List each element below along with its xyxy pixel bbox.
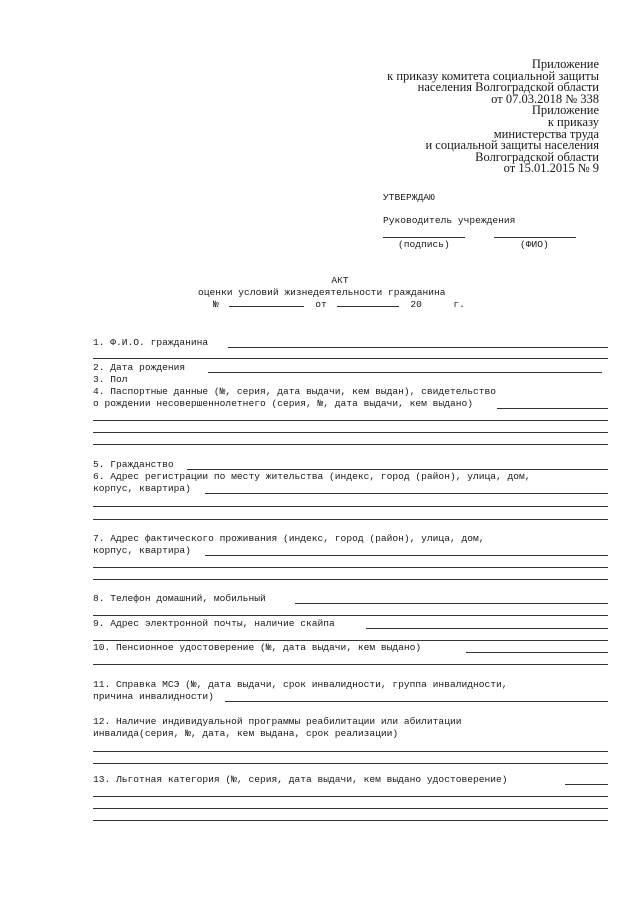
field-passport-line[interactable]: [497, 408, 608, 409]
field-phone-line[interactable]: [295, 603, 608, 604]
field-fio-line-extra[interactable]: [93, 358, 608, 359]
field-registration-label-1: 6. Адрес регистрации по месту жительства (индекс, город (район), улица, дом,: [93, 471, 531, 482]
approval-role: Руководитель учреждения: [383, 215, 516, 226]
field-mse-label-1: 11. Справка МСЭ (№, дата выдачи, срок инвалидности, группа инвалидности,: [93, 679, 508, 690]
field-citizenship-line[interactable]: [187, 469, 608, 470]
field-ipra-line-extra[interactable]: [93, 751, 608, 752]
header-line: Приложение: [531, 57, 599, 71]
field-residence-line[interactable]: [205, 555, 608, 556]
field-email-line-extra[interactable]: [93, 640, 608, 641]
name-caption: (ФИО): [520, 239, 549, 250]
field-benefit-line-extra[interactable]: [93, 796, 608, 797]
field-passport-label-2: о рождении несовершеннолетнего (серия, №, дата выдачи, кем выдано): [93, 398, 473, 409]
act-date-prefix: от: [315, 299, 327, 310]
header-line: и социальной защиты населения: [425, 138, 599, 153]
field-email-label: 9. Адрес электронной почты, наличие скайпа: [93, 618, 335, 629]
approval-title: УТВЕРЖДАЮ: [383, 192, 435, 203]
header-line: к приказу: [547, 114, 599, 129]
act-title: АКТ: [331, 275, 349, 286]
header-block: [300, 59, 599, 175]
field-ipra-label-2: инвалида(серия, №, дата, кем выдана, срок реализации): [93, 728, 399, 739]
act-number-prefix: №: [213, 299, 219, 310]
field-residence-label-2: корпус, квартира): [93, 545, 191, 556]
field-sex-label: 3. Пол: [93, 374, 128, 385]
field-benefit-line-extra[interactable]: [93, 808, 608, 809]
field-birthdate-line[interactable]: [208, 372, 602, 373]
field-pension-line-extra[interactable]: [93, 664, 608, 665]
header-line: от 07.03.2018 № 338: [491, 91, 599, 106]
header-line: Волгоградской области: [475, 149, 599, 164]
field-mse-label-2: причина инвалидности): [93, 691, 214, 702]
act-year-prefix: 20: [410, 299, 422, 310]
field-pension-label: 10. Пенсионное удостоверение (№, дата выдачи, кем выдано): [93, 642, 422, 653]
field-birthdate-label: 2. Дата рождения: [93, 362, 186, 373]
signature-line: [383, 237, 465, 238]
field-passport-line-extra[interactable]: [93, 432, 608, 433]
field-passport-line-extra[interactable]: [93, 444, 608, 445]
field-benefit-line-extra[interactable]: [93, 820, 608, 821]
act-subtitle: оценки условий жизнедеятельности гражданина: [198, 287, 446, 298]
header-line: от 15.01.2015 № 9: [503, 161, 599, 176]
field-pension-line[interactable]: [466, 652, 608, 653]
header-line: населения Волгоградской области: [417, 80, 599, 95]
field-ipra-label-1: 12. Наличие индивидуальной программы реабилитации или абилитации: [93, 716, 462, 727]
header-line: министерства труда: [493, 126, 599, 141]
field-mse-line[interactable]: [225, 701, 608, 702]
header-line: к приказу комитета социальной защиты: [387, 68, 599, 83]
field-residence-label-1: 7. Адрес фактического проживания (индекс, город (район), улица, дом,: [93, 533, 485, 544]
field-benefit-line[interactable]: [565, 784, 608, 785]
field-passport-label-1: 4. Паспортные данные (№, серия, дата выдачи, кем выдан), свидетельство: [93, 386, 497, 397]
field-residence-line-extra[interactable]: [93, 567, 608, 568]
field-phone-line-extra[interactable]: [93, 615, 608, 616]
field-passport-line-extra[interactable]: [93, 420, 608, 421]
field-registration-label-2: корпус, квартира): [93, 483, 191, 494]
signature-caption: (подпись): [398, 239, 450, 250]
header-line: Приложение: [531, 103, 599, 118]
field-registration-line-extra[interactable]: [93, 506, 608, 507]
field-fio-line[interactable]: [228, 347, 608, 348]
field-registration-line[interactable]: [205, 493, 608, 494]
name-line: [494, 237, 576, 238]
field-residence-line-extra[interactable]: [93, 579, 608, 580]
field-ipra-line-extra[interactable]: [93, 763, 608, 764]
field-benefit-label: 13. Льготная категория (№, серия, дата выдачи, кем выдано удостоверение): [93, 774, 508, 785]
field-fio-label: 1. Ф.И.О. гражданина: [93, 337, 209, 348]
field-phone-label: 8. Телефон домашний, мобильный: [93, 593, 266, 604]
field-citizenship-label: 5. Гражданство: [93, 459, 174, 470]
field-email-line[interactable]: [366, 628, 608, 629]
act-year-suffix: г.: [453, 299, 465, 310]
field-registration-line-extra[interactable]: [93, 519, 608, 520]
act-number-row: [213, 299, 465, 310]
